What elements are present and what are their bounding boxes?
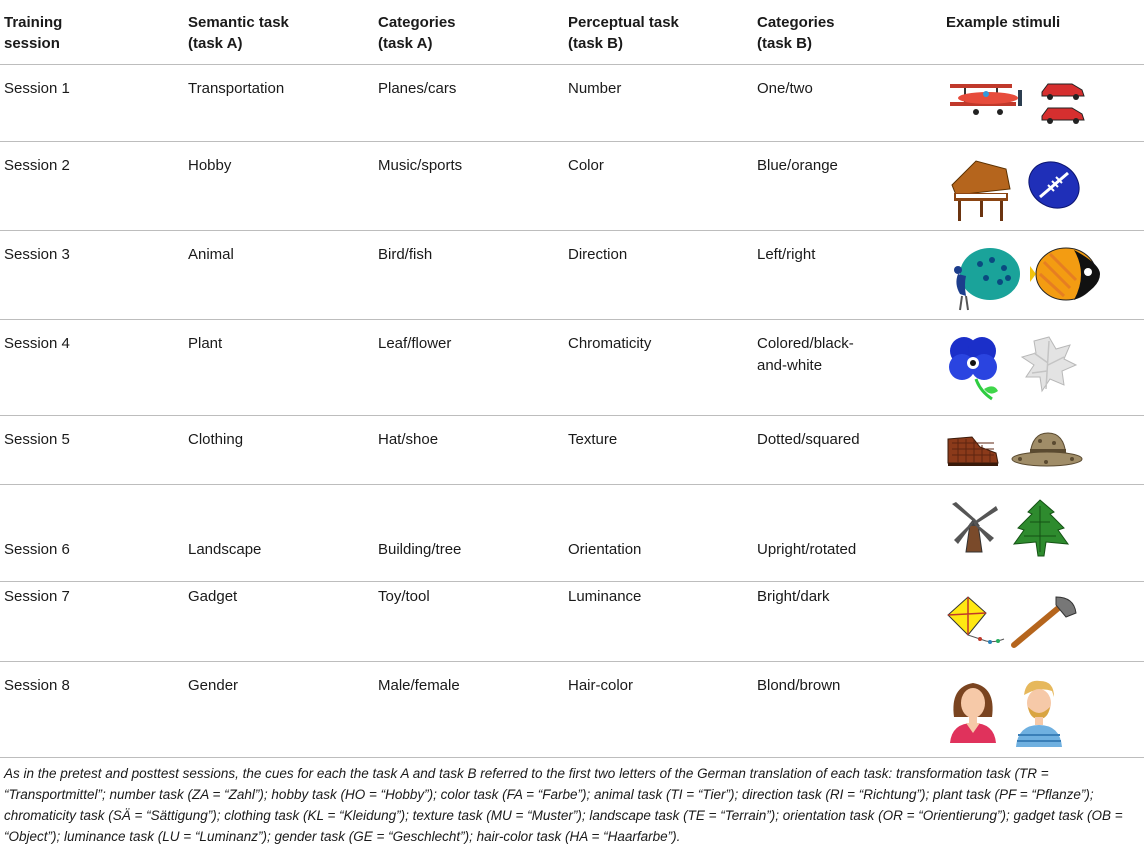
tree-icon xyxy=(1010,498,1070,558)
woman-icon xyxy=(946,677,1000,743)
cell-stimuli xyxy=(946,582,1144,662)
kite-icon xyxy=(946,595,1006,649)
cell-semantic: Gender xyxy=(188,662,378,758)
header-training-session: Training session xyxy=(0,0,188,65)
table-row xyxy=(0,231,1144,320)
hat-icon xyxy=(1010,429,1084,469)
header-example-stimuli: Example stimuli xyxy=(946,0,1144,65)
header-categories-a: Categories (task A) xyxy=(378,0,568,65)
cell-categories-a: Building/tree xyxy=(378,485,568,582)
cell-session: Session 8 xyxy=(0,662,188,758)
cell-categories-a: Planes/cars xyxy=(378,65,568,142)
cell-stimuli xyxy=(946,320,1144,416)
cell-categories-b: Upright/rotated xyxy=(757,485,946,582)
cell-categories-b: Dotted/squared xyxy=(757,416,946,485)
cell-categories-b: One/two xyxy=(757,65,946,142)
football-icon xyxy=(1024,155,1084,217)
table-row xyxy=(0,320,1144,416)
header-row xyxy=(0,0,1144,65)
cell-stimuli xyxy=(946,142,1144,231)
cell-perceptual: Color xyxy=(568,142,757,231)
cell-categories-b: Left/right xyxy=(757,231,946,320)
cell-semantic: Landscape xyxy=(188,485,378,582)
cell-semantic: Clothing xyxy=(188,416,378,485)
cell-semantic: Transportation xyxy=(188,65,378,142)
cell-categories-b: Colored/black- and-white xyxy=(757,320,946,416)
axe-icon xyxy=(1008,595,1078,649)
cell-stimuli xyxy=(946,485,1144,582)
header-semantic-task: Semantic task (task A) xyxy=(188,0,378,65)
table-row xyxy=(0,65,1144,142)
cell-perceptual: Chromaticity xyxy=(568,320,757,416)
cell-session: Session 2 xyxy=(0,142,188,231)
table-row xyxy=(0,582,1144,662)
cell-categories-a: Male/female xyxy=(378,662,568,758)
cell-categories-a: Hat/shoe xyxy=(378,416,568,485)
cell-categories-b: Blond/brown xyxy=(757,662,946,758)
cell-categories-b: Bright/dark xyxy=(757,582,946,662)
cell-categories-a: Bird/fish xyxy=(378,231,568,320)
cell-categories-b: Blue/orange xyxy=(757,142,946,231)
cell-semantic: Gadget xyxy=(188,582,378,662)
leaf-icon xyxy=(1020,333,1078,395)
cell-stimuli xyxy=(946,231,1144,320)
cell-session: Session 3 xyxy=(0,231,188,320)
cell-session: Session 1 xyxy=(0,65,188,142)
fish-icon xyxy=(1030,244,1106,306)
cell-stimuli xyxy=(946,65,1144,142)
cell-categories-a: Leaf/flower xyxy=(378,320,568,416)
header-perceptual-task: Perceptual task (task B) xyxy=(568,0,757,65)
table-row xyxy=(0,662,1144,758)
cell-perceptual: Luminance xyxy=(568,582,757,662)
cell-semantic: Hobby xyxy=(188,142,378,231)
cell-categories-a: Music/sports xyxy=(378,142,568,231)
header-categories-b: Categories (task B) xyxy=(757,0,946,65)
cell-semantic: Plant xyxy=(188,320,378,416)
cell-session: Session 5 xyxy=(0,416,188,485)
cell-perceptual: Hair-color xyxy=(568,662,757,758)
peacock-icon xyxy=(946,244,1022,314)
cell-perceptual: Direction xyxy=(568,231,757,320)
cell-session: Session 6 xyxy=(0,485,188,582)
cell-perceptual: Texture xyxy=(568,416,757,485)
biplane-icon xyxy=(946,78,1030,122)
two-cars-icon xyxy=(1038,78,1088,126)
pansy-icon xyxy=(946,333,1002,403)
man-icon xyxy=(1014,677,1064,747)
cell-stimuli xyxy=(946,662,1144,758)
table-row xyxy=(0,142,1144,231)
cell-perceptual: Number xyxy=(568,65,757,142)
cell-semantic: Animal xyxy=(188,231,378,320)
cell-session: Session 4 xyxy=(0,320,188,416)
table-row xyxy=(0,416,1144,485)
cell-categories-a: Toy/tool xyxy=(378,582,568,662)
table-row xyxy=(0,485,1144,582)
table-footnote: As in the pretest and posttest sessions, the cues for each the task A and task B referred to the first two letters of the German translation of each task: transformation task (TR = “Transportmittel”; number task (ZA = “Zahl”); hobby task (HO = “Hobby”); color task (FA = “Farbe”); animal task (TI = “Tier”); direction task (RI = “Richtung”); plant task (PF = “Pflanze”); chromaticity task (SÄ = “Sättigung”); clothing task (KL = “Kleidung”); texture task (MU = “Muster”); landscape task (TE = “Terrain”); orientation task (OR = “Orientierung”); gadget task (OB = “Object”); luminance task (LU = “Luminanz”); gender task (GE = “Geschlecht”); hair-color task (HA = “Haarfarbe”). xyxy=(4,766,1123,844)
cell-stimuli xyxy=(946,416,1144,485)
piano-icon xyxy=(946,155,1016,225)
windmill-icon xyxy=(946,498,1002,554)
cell-session: Session 7 xyxy=(0,582,188,662)
cell-perceptual: Orientation xyxy=(568,485,757,582)
shoe-icon xyxy=(946,429,1000,469)
